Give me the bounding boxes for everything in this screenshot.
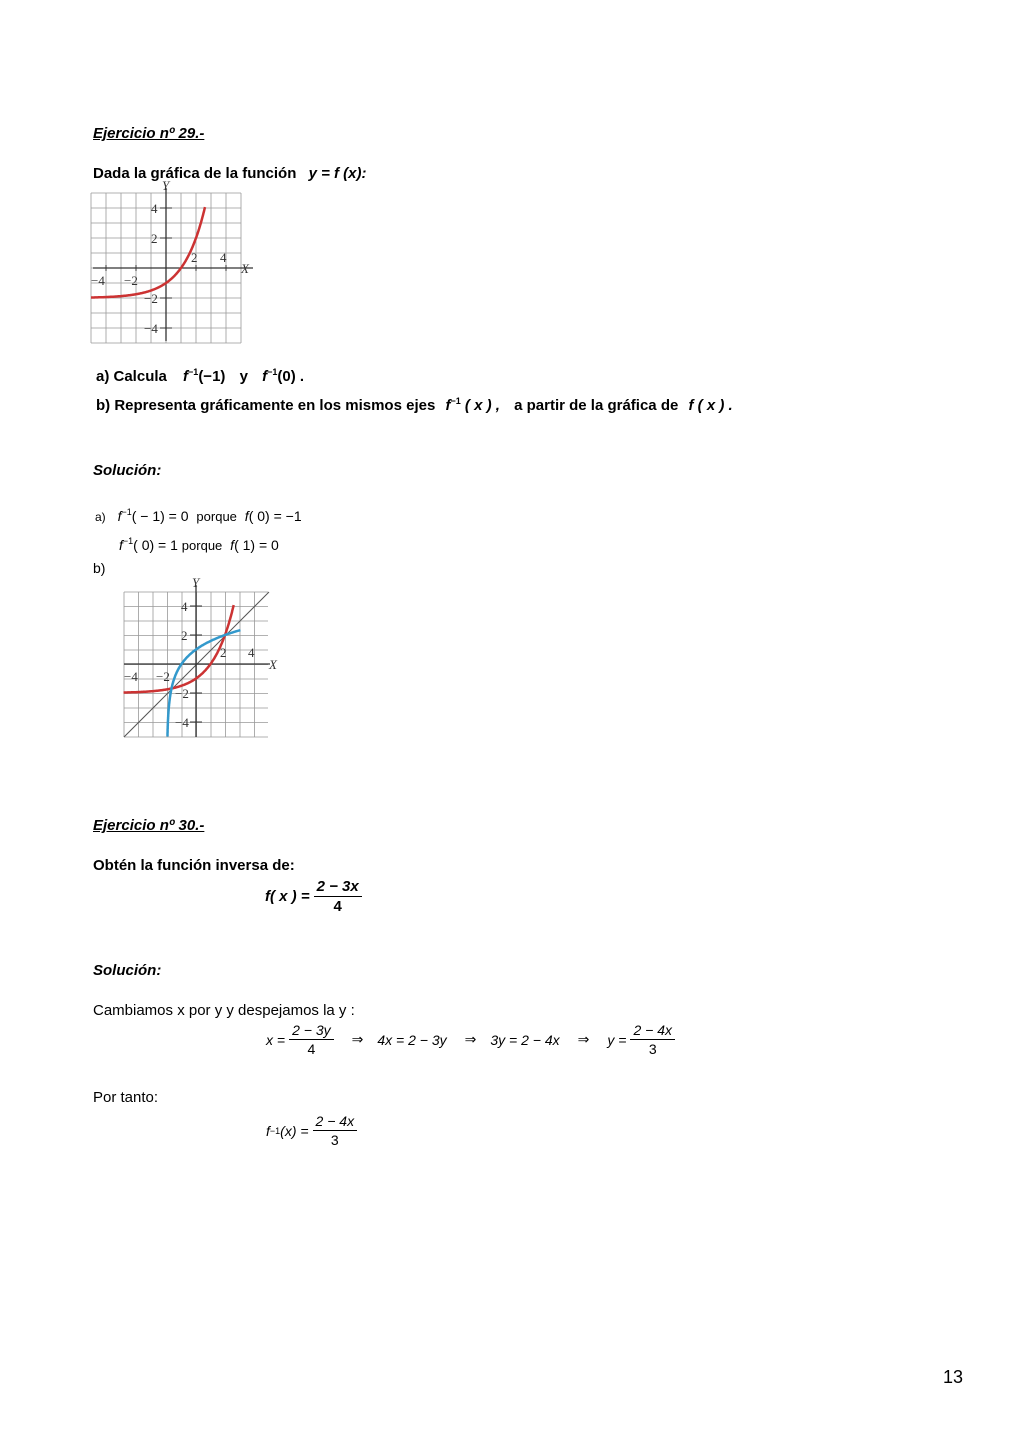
fraction-denominator: 3	[648, 1041, 657, 1057]
exercise-30-title: Ejercicio nº 30.-	[93, 817, 205, 834]
part-b-text: b) Representa gráficamente en los mismos ejes	[96, 397, 436, 414]
eq1-lhs: x =	[266, 1031, 286, 1048]
y-tick-label: −2	[144, 291, 158, 306]
y-tick-label: 4	[151, 201, 158, 216]
equation: ( 1) = 0	[234, 537, 279, 553]
f-symbol: f	[244, 508, 249, 524]
eq4-lhs: y =	[607, 1031, 627, 1048]
solution-29-title: Solución:	[93, 462, 162, 479]
fraction-numerator: 2 − 4x	[630, 1022, 675, 1040]
y-tick-label: 2	[181, 628, 188, 643]
x-tick-label: −4	[124, 669, 138, 684]
x-tick-label: −2	[156, 669, 170, 684]
solution-a-line-1	[95, 508, 302, 524]
x-tick-label: 2	[191, 250, 198, 265]
x-tick-label: 2	[220, 645, 227, 660]
porque-word: porque	[196, 509, 237, 524]
inverse-sup: −1	[188, 367, 199, 377]
argument: (−1)	[198, 368, 226, 385]
y-tick-label: −4	[175, 715, 189, 730]
eq2: 4x = 2 − 3y	[377, 1031, 447, 1048]
por-tanto-label: Por tanto:	[93, 1089, 159, 1106]
part-a-question	[96, 368, 304, 385]
inverse-graph	[118, 575, 278, 747]
fraction-numerator: 2 − 3x	[314, 878, 362, 897]
y-tick-label: 4	[181, 599, 188, 614]
equation: ( 0) = −1	[248, 508, 302, 524]
fraction-denominator: 3	[330, 1132, 339, 1148]
inverse-sup: −1	[121, 507, 132, 517]
f-symbol: f	[445, 397, 451, 414]
solution-30-title: Solución:	[93, 962, 162, 979]
f-symbol: f	[230, 537, 235, 553]
porque-word: porque	[181, 538, 223, 553]
page-number: 13	[943, 1367, 964, 1387]
y-tick-label: −2	[175, 686, 189, 701]
exercise-30-function	[265, 878, 362, 915]
x-tick-label: −4	[91, 273, 105, 288]
argument: ( x ) ,	[464, 397, 500, 414]
fraction-numerator: 2 − 4x	[313, 1113, 358, 1131]
solution-30-intro: Cambiamos x por y y despejamos la y :	[93, 1002, 355, 1019]
solution-30-derivation	[266, 1022, 675, 1057]
equation: ( 0) = 1	[133, 537, 178, 553]
f-symbol: f	[266, 1122, 270, 1139]
solution-b-label: b)	[93, 560, 106, 576]
x-tick-label: −2	[124, 273, 138, 288]
x-tick-label: 4	[220, 250, 227, 265]
f-symbol: f	[119, 537, 123, 553]
function-graph	[88, 178, 258, 346]
part-b-text-2: a partir de la gráfica de	[514, 397, 679, 414]
fraction	[313, 1113, 358, 1148]
fraction	[314, 878, 362, 915]
implies-arrow: ⇒	[351, 1031, 364, 1047]
conjunction: y	[239, 368, 248, 385]
solution-a-line-2	[119, 537, 279, 553]
fraction	[289, 1022, 334, 1057]
fraction-denominator: 4	[307, 1041, 316, 1057]
implies-arrow: ⇒	[577, 1031, 590, 1047]
y-axis-label: Y	[162, 178, 170, 193]
function-label: y = f (x):	[308, 165, 367, 182]
inverse-sup: −1	[450, 396, 461, 406]
exercise-30-statement: Obtén la función inversa de:	[93, 857, 295, 874]
argument: (0) .	[277, 368, 305, 385]
fraction-numerator: 2 − 3y	[289, 1022, 334, 1040]
final-lhs: (x) =	[280, 1122, 309, 1139]
f-symbol: f	[262, 368, 268, 385]
eq3: 3y = 2 − 4x	[490, 1031, 560, 1048]
argument: ( x ) .	[697, 397, 733, 414]
f-symbol: f	[183, 368, 189, 385]
part-a-prefix: a) Calcula	[96, 368, 167, 385]
final-result: f −1 (x) = $\frac{2 - 4x}{3}$	[266, 1113, 357, 1148]
equation: ( − 1) = 0	[131, 508, 189, 524]
fraction	[630, 1022, 675, 1057]
part-label: a)	[95, 510, 106, 524]
inverse-sup: −1	[122, 536, 134, 546]
y-axis-label: Y	[192, 575, 200, 590]
fraction-denominator: 4	[333, 898, 342, 915]
part-b-question	[96, 397, 733, 414]
f-symbol: f	[117, 508, 122, 524]
y-tick-label: −4	[144, 321, 158, 336]
implies-arrow: ⇒	[464, 1031, 477, 1047]
x-axis-label: X	[269, 657, 277, 672]
exercise-29-title: Ejercicio nº 29.-	[93, 125, 205, 142]
y-tick-label: 2	[151, 231, 158, 246]
inverse-sup: −1	[267, 367, 278, 377]
x-tick-label: 4	[248, 645, 255, 660]
f-symbol: f	[688, 397, 694, 414]
statement-text: Dada la gráfica de la función	[93, 165, 297, 182]
function-lhs: f( x ) =	[265, 888, 310, 905]
function-curve	[91, 207, 205, 297]
x-axis-label: X	[241, 261, 249, 276]
